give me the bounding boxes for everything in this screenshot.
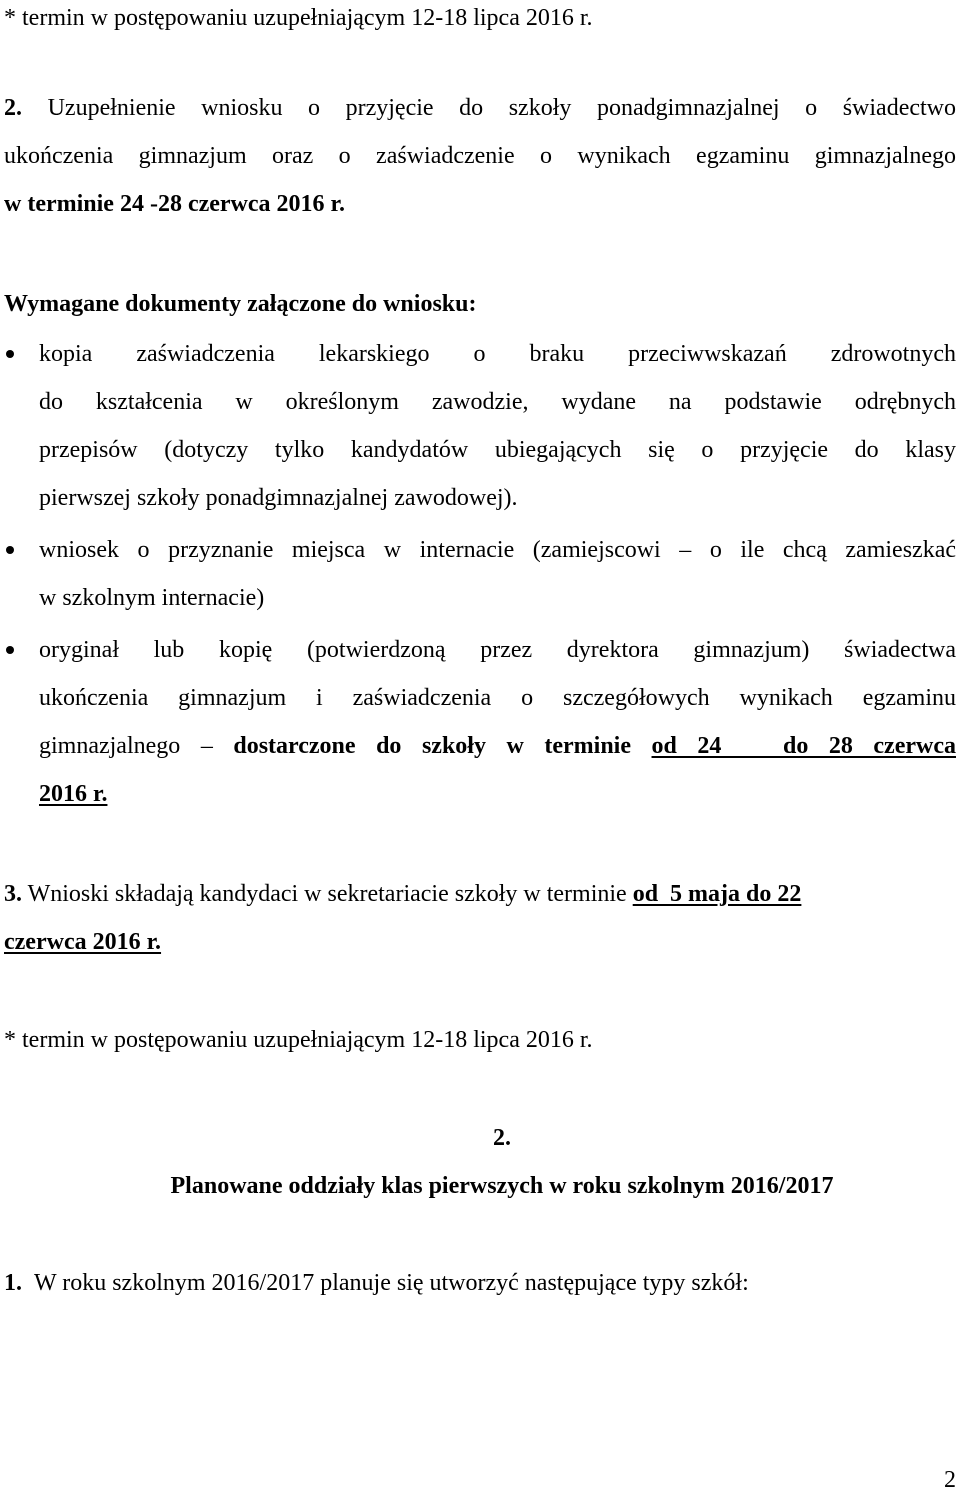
section-2-line-1: 2. Uzupełnienie wniosku o przyjęcie do szkoły ponadgimnazjalnej o świadectwo xyxy=(4,95,957,121)
required-doc-item-3: oryginał lub kopię (potwierdzoną przez dyrektora gimnazjum) świadectwa ukończenia gimnazjum i zaświadczenia o szczegółowych wynikach egzaminu gimnazjalnego – dostarczone do szkoły w terminie od 24 do 28 czerwca 2016 r. xyxy=(39,637,956,807)
numbered-item-1: 1. W roku szkolnym 2016/2017 planuje się utworzyć następujące typy szkół: xyxy=(4,1270,749,1296)
bottom-note: * termin w postępowaniu uzupełniającym 12-18 lipca 2016 r. xyxy=(4,1027,593,1053)
section-3-number: 3. xyxy=(4,881,22,907)
section-3-deadline: od 5 maja do 22 xyxy=(632,881,802,907)
section-2-number: 2. xyxy=(4,95,22,121)
deadline-year: 2016 r. xyxy=(39,781,108,807)
section-2-line-2: ukończenia gimnazjum oraz o zaświadczenie o wynikach egzaminu gimnazjalnego xyxy=(4,143,956,169)
required-doc-item-3-line-3: gimnazjalnego – dostarczone do szkoły w terminie od 24 do 28 czerwca xyxy=(39,733,956,759)
chapter-number: 2. xyxy=(493,1125,511,1151)
section-2 xyxy=(4,84,956,228)
required-doc-item-2: wniosek o przyznanie miejsca w internacie (zamiejscowi – o ile chcą zamieszkać w szkolnym internacie) xyxy=(39,537,956,611)
required-doc-item-1: kopia zaświadczenia lekarskiego o braku przeciwwskazań zdrowotnych do kształcenia w określonym zawodzie, wydane na podstawie odrębnych przepisów (dotyczy tylko kandydatów ubiegających się o przyjęcie do klasy pierwszej szkoły ponadgimnazjalnej zawodowej). xyxy=(39,341,956,511)
chapter-title: Planowane oddziały klas pierwszych w roku szkolnym 2016/2017 xyxy=(170,1173,834,1199)
bullet-icon xyxy=(6,350,14,358)
section-2-term: w terminie 24 -28 czerwca 2016 r. xyxy=(4,191,345,217)
bullet-icon xyxy=(6,646,14,654)
deadline-underlined: od 24 do 28 czerwca xyxy=(651,733,956,759)
bullet-icon xyxy=(6,546,14,554)
section-3-deadline-end: czerwca 2016 r. xyxy=(4,929,162,955)
required-docs-heading: Wymagane dokumenty załączone do wniosku: xyxy=(4,291,477,317)
section-3: 3. Wnioski składają kandydaci w sekretariacie szkoły w terminie od 5 maja do 22 czerwca 2016 r. xyxy=(4,881,802,955)
top-note: * termin w postępowaniu uzupełniającym 12-18 lipca 2016 r. xyxy=(4,5,593,31)
page-number: 2 xyxy=(944,1467,956,1493)
